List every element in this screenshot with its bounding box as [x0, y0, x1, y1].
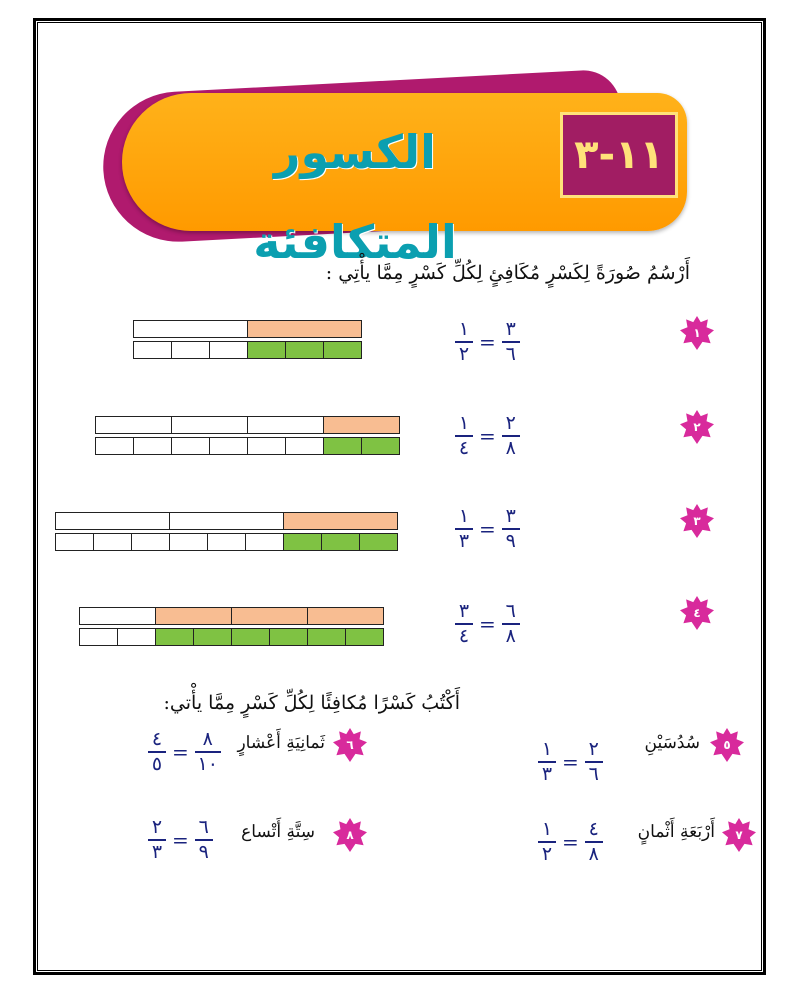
item-8-star-icon: ٨	[333, 818, 367, 852]
item-5-equation: $\frac{١}{٣}$ = $\frac{٢}{٦}$	[538, 740, 603, 784]
item-6-label: ثَمانِيَةِ أَعْشارٍ	[237, 733, 325, 753]
lesson-number-badge: ١١-٣	[560, 112, 678, 198]
problem-3-star-icon: ٣	[680, 504, 714, 538]
item-6-equation: $\frac{٤}{٥}$ = $\frac{٨}{١٠}$	[148, 730, 221, 774]
fraction: $\frac{١}{٤}$	[455, 414, 473, 458]
fraction: $\frac{١}{٣}$	[455, 507, 473, 551]
fraction: $\frac{١}{٢}$	[538, 820, 556, 864]
fraction: $\frac{١}{٣}$	[538, 740, 556, 784]
fraction: $\frac{٤}{٥}$	[148, 730, 166, 774]
section2-instruction: أَكْتُبُ كَسْرًا مُكافِئًا لِكُلِّ كَسْرٍ مِمَّا يأْتي:	[163, 692, 460, 714]
fraction: $\frac{٣}{٤}$	[455, 602, 473, 646]
fraction: $\frac{٤}{٨}$	[585, 820, 603, 864]
fraction: $\frac{٦}{٨}$	[502, 602, 520, 646]
problem-4-star-icon: ٤	[680, 596, 714, 630]
fraction: $\frac{٣}{٦}$	[502, 320, 520, 364]
fraction: $\frac{٢}{٨}$	[502, 414, 520, 458]
fraction: $\frac{٣}{٩}$	[502, 507, 520, 551]
item-6-star-icon: ٦	[333, 728, 367, 762]
item-8-equation: $\frac{٢}{٣}$ = $\frac{٦}{٩}$	[148, 818, 213, 862]
fraction: $\frac{٢}{٣}$	[148, 818, 166, 862]
item-8-label: سِتَّةِ أَتْساع	[241, 822, 315, 842]
problem-1-star-icon: ١	[680, 316, 714, 350]
problem-2-star-icon: ٢	[680, 410, 714, 444]
problem-3-fraction-bars	[55, 512, 398, 554]
fraction: $\frac{٦}{٩}$	[195, 818, 213, 862]
problem-2-fraction-bars	[95, 416, 400, 458]
fraction: $\frac{١}{٢}$	[455, 320, 473, 364]
section1-instruction: أَرْسُمُ صُورَةً لِكَسْرٍ مُكَافِئٍ لِكُلِّ كَسْرٍ مِمَّا يأْتِي :	[325, 262, 690, 284]
problem-2-equation: $\frac{١}{٤}$ = $\frac{٢}{٨}$	[455, 414, 520, 458]
fraction: $\frac{٢}{٦}$	[585, 740, 603, 784]
item-7-star-icon: ٧	[722, 818, 756, 852]
problem-1-fraction-bars	[133, 320, 362, 362]
item-7-equation: $\frac{١}{٢}$ = $\frac{٤}{٨}$	[538, 820, 603, 864]
fraction: $\frac{٨}{١٠}$	[195, 730, 221, 774]
item-7-label: أَرْبَعَةِ أَثْمانٍ	[637, 822, 715, 842]
lesson-title: الكسور المتكافئة	[253, 125, 457, 269]
problem-1-equation: $\frac{١}{٢}$ = $\frac{٣}{٦}$	[455, 320, 520, 364]
item-5-star-icon: ٥	[710, 728, 744, 762]
problem-4-fraction-bars	[79, 607, 384, 649]
problem-3-equation: $\frac{١}{٣}$ = $\frac{٣}{٩}$	[455, 507, 520, 551]
problem-4-equation: $\frac{٣}{٤}$ = $\frac{٦}{٨}$	[455, 602, 520, 646]
item-5-label: سُدُسَيْنِ	[644, 733, 700, 753]
